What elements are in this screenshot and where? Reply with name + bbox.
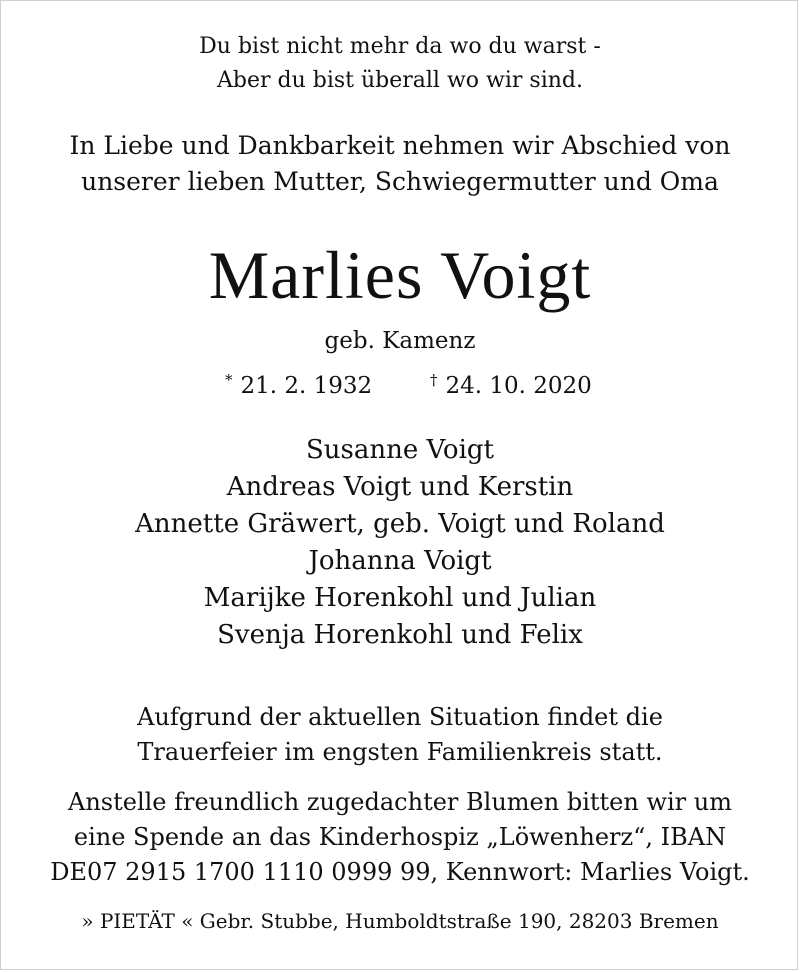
life-dates bbox=[0, 363, 800, 397]
deceased-name: Marlies Voigt bbox=[208, 237, 592, 313]
maiden-name: geb. Kamenz bbox=[324, 328, 476, 354]
death-cross-icon: † bbox=[430, 371, 438, 389]
undertaker-info: » PIETÄT « Gebr. Stubbe, Humboldtstraße 190, 28203 Bremen bbox=[81, 909, 719, 933]
birth-date: 21. 2. 1932 bbox=[240, 373, 373, 399]
notice-line: Aufgrund der aktuellen Situation findet die bbox=[137, 703, 663, 731]
death-date: 24. 10. 2020 bbox=[445, 373, 592, 399]
family-member: Susanne Voigt bbox=[306, 435, 494, 465]
donation-line: eine Spende an das Kinderhospiz „Löwenherz“, IBAN bbox=[73, 823, 727, 851]
birth-date-group bbox=[225, 363, 372, 403]
intro-line: In Liebe und Dankbarkeit nehmen wir Abschied von bbox=[69, 131, 731, 160]
intro-text bbox=[0, 128, 800, 200]
motto-verse bbox=[0, 30, 800, 98]
motto-line: Du bist nicht mehr da wo du warst - bbox=[199, 34, 601, 59]
family-member: Johanna Voigt bbox=[308, 546, 492, 576]
death-date-group bbox=[430, 363, 592, 403]
motto-line: Aber du bist überall wo wir sind. bbox=[217, 68, 583, 93]
family-member: Annette Gräwert, geb. Voigt und Roland bbox=[135, 509, 665, 539]
family-member: Marijke Horenkohl und Julian bbox=[203, 583, 597, 613]
donation-line: DE07 2915 1700 1110 0999 99, Kennwort: Marlies Voigt. bbox=[50, 858, 750, 886]
notice-line: Trauerfeier im engsten Familienkreis statt. bbox=[137, 738, 663, 766]
birth-star-icon: * bbox=[225, 371, 233, 389]
funeral-notice bbox=[0, 700, 800, 770]
donation-line: Anstelle freundlich zugedachter Blumen bitten wir um bbox=[67, 788, 732, 816]
family-member: Andreas Voigt und Kerstin bbox=[226, 472, 574, 502]
family-members bbox=[0, 432, 800, 654]
donation-request bbox=[0, 785, 800, 890]
family-member: Svenja Horenkohl und Felix bbox=[217, 620, 583, 650]
intro-line: unserer lieben Mutter, Schwiegermutter und Oma bbox=[81, 167, 719, 196]
